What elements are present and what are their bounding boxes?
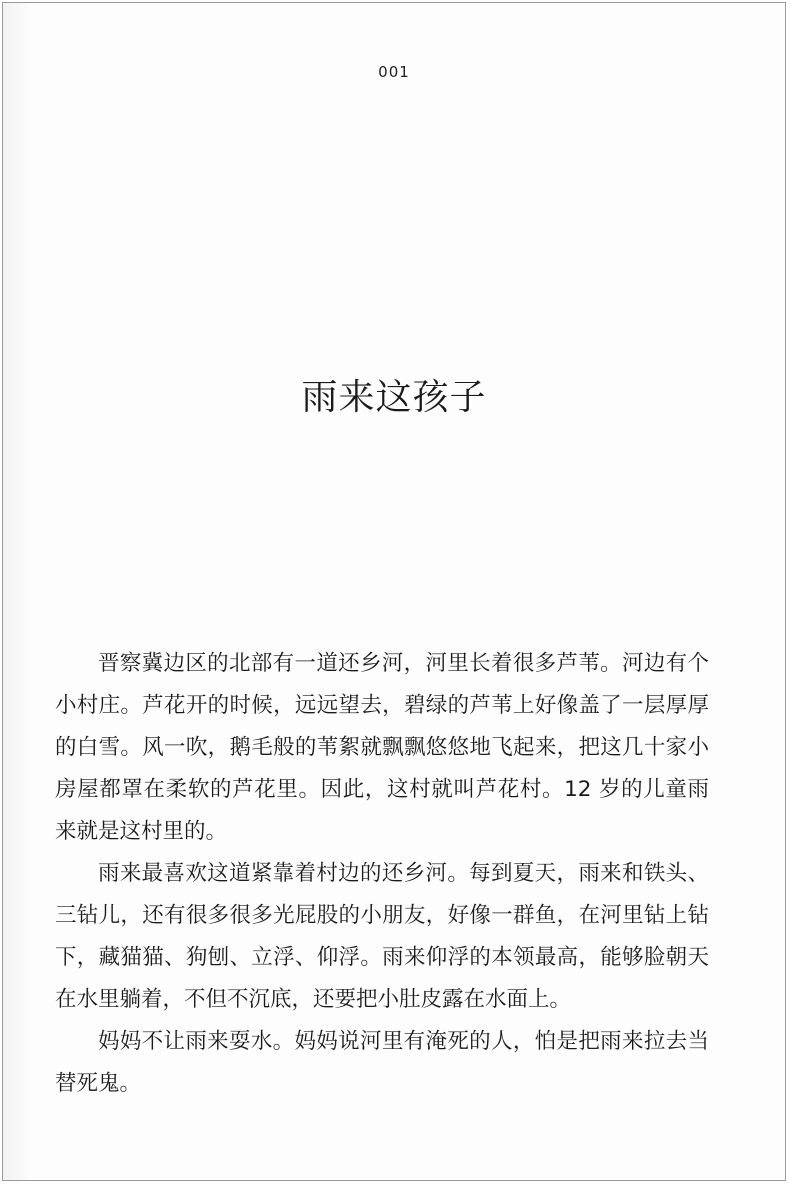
- body-text: [55, 643, 709, 1105]
- paragraph: 雨来最喜欢这道紧靠着村边的还乡河。每到夏天，雨来和铁头、三钻儿，还有很多很多光屁股的小朋友，好像一群鱼，在河里钻上钻下，藏猫猫、狗刨、立浮、仰浮。雨来仰浮的本领最高，能够脸朝天在水里躺着，不但不沉底，还要把小肚皮露在水面上。: [55, 861, 709, 1012]
- paragraph: 晋察冀边区的北部有一道还乡河，河里长着很多芦苇。河边有个小村庄。芦花开的时候，远远望去，碧绿的芦苇上好像盖了一层厚厚的白雪。风一吹，鹅毛般的苇絮就飘飘悠悠地飞起来，把这几十家小房屋都罩在柔软的芦花里。因此，这村就叫芦花村。12 岁的儿童雨来就是这村里的。: [55, 651, 709, 844]
- binding-shadow: [3, 3, 33, 1180]
- chapter-title: 雨来这孩子: [301, 377, 487, 418]
- page-number: 001: [378, 63, 410, 81]
- paragraph: 妈妈不让雨来耍水。妈妈说河里有淹死的人，怕是把雨来拉去当替死鬼。: [55, 1029, 709, 1096]
- book-page: [2, 2, 786, 1181]
